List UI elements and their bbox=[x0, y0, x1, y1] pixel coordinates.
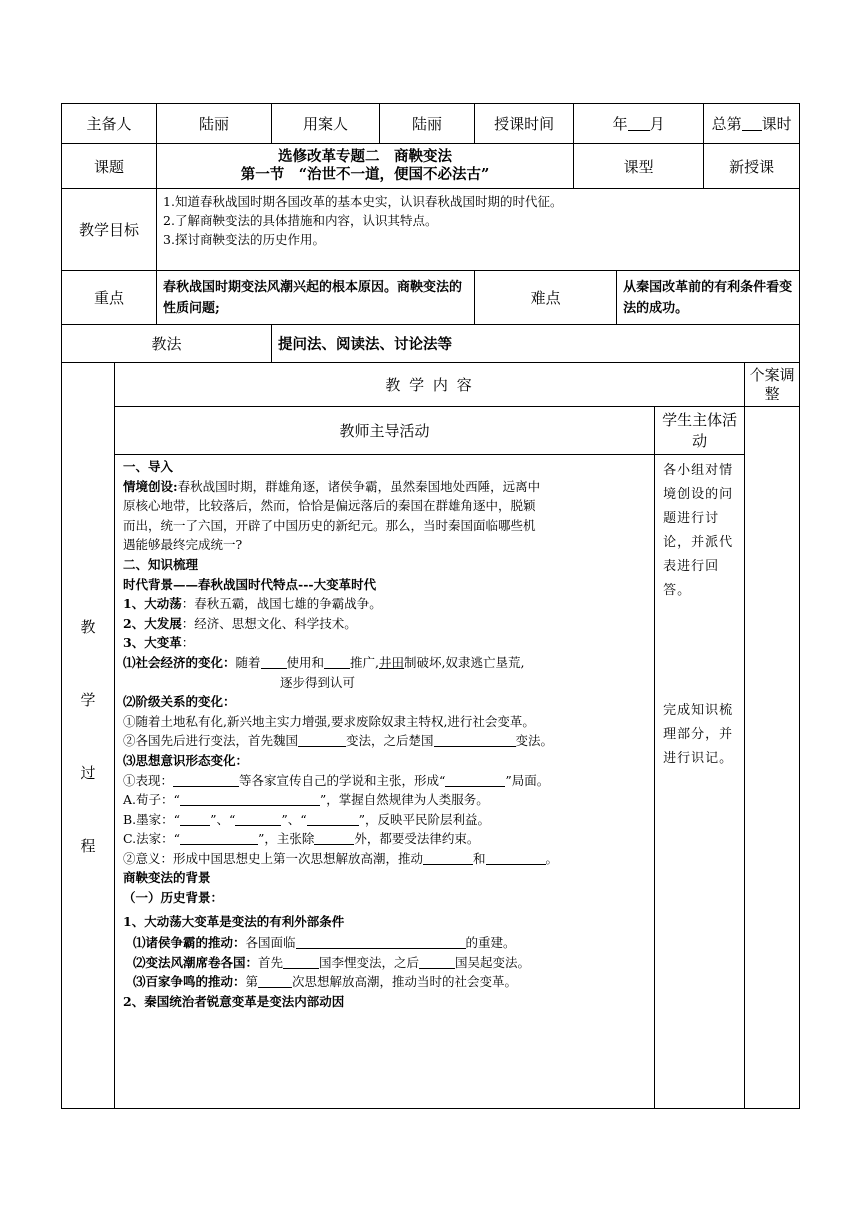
intro-label: 情境创设: bbox=[123, 478, 178, 494]
activity-header-row bbox=[62, 407, 800, 455]
intro-text: 春秋战国时期，群雄角逐，诸侯争霸，虽然秦国地处西陲，远离中 bbox=[177, 478, 541, 494]
text: B.墨家：“ bbox=[123, 811, 181, 827]
process-char: 学 bbox=[80, 690, 96, 709]
fill-blank[interactable] bbox=[307, 811, 359, 826]
intro-text: 而出，统一了六国，开辟了中国历史的新纪元。那么，当时秦国面临哪些机 bbox=[123, 517, 536, 533]
difficulty-label: 难点 bbox=[475, 271, 617, 325]
text: 首先 bbox=[258, 954, 284, 970]
section-knowledge: 二、知识梳理 bbox=[123, 556, 199, 572]
intro-text: 原核心地带，比较落后，然而，恰恰是偏远落后的秦国在群雄角逐中，脱颖 bbox=[123, 498, 536, 514]
method-text: 提问法、阅读法、讨论法等 bbox=[272, 325, 800, 363]
shang-background-title: 商鞅变法的背景 bbox=[123, 870, 211, 886]
topic-line-1: 选修改革专题二 商鞅变法 bbox=[278, 148, 453, 165]
method-row bbox=[62, 325, 800, 363]
text: 变法。 bbox=[515, 733, 554, 749]
intro-text: 遇能够最终完成统一? bbox=[123, 537, 243, 553]
text: 外，都要受法律约束。 bbox=[354, 831, 480, 847]
sub-label: ⑶思想意识形态变化： bbox=[123, 752, 249, 768]
text: ”、“ bbox=[281, 811, 307, 827]
text: 使用和 bbox=[286, 654, 325, 670]
objectives-list bbox=[157, 189, 800, 271]
topic-title bbox=[157, 144, 574, 189]
text: ”局面。 bbox=[505, 772, 550, 788]
fill-blank[interactable] bbox=[180, 830, 258, 845]
key-points-text: 春秋战国时期变法风潮兴起的根本原因。商鞅变法的性质问题; bbox=[157, 271, 475, 325]
text: 井田 bbox=[379, 654, 405, 670]
text: ②意义：形成中国思想史上第一次思想解放高潮，推动 bbox=[123, 850, 424, 866]
total-suffix: 课时 bbox=[761, 115, 792, 133]
fill-blank[interactable] bbox=[486, 850, 546, 865]
text: ”、“ bbox=[210, 811, 236, 827]
objective-item: 2.了解商鞅变法的具体措施和内容，认识其特点。 bbox=[163, 213, 438, 228]
difficulty-text: 从秦国改革前的有利条件看变法的成功。 bbox=[617, 271, 800, 325]
process-body-row bbox=[62, 455, 800, 1109]
type-label: 课型 bbox=[574, 144, 704, 189]
total-lessons-field[interactable] bbox=[704, 104, 800, 144]
month-blank[interactable] bbox=[628, 116, 650, 131]
text: 和 bbox=[473, 850, 486, 866]
text: 的重建。 bbox=[465, 935, 516, 951]
fill-blank[interactable] bbox=[296, 934, 466, 949]
fill-blank[interactable] bbox=[298, 732, 346, 747]
point-label: 3、大变革 bbox=[123, 635, 182, 651]
internal-cause: 2、秦国统治者锐意变革是变法内部动因 bbox=[123, 994, 345, 1010]
fill-blank[interactable] bbox=[283, 954, 319, 969]
author-value: 陆丽 bbox=[157, 104, 272, 144]
text: C.法家：“ bbox=[123, 831, 180, 847]
fill-blank[interactable] bbox=[261, 654, 287, 669]
point-text: ： bbox=[181, 635, 195, 651]
process-char: 教 bbox=[80, 617, 96, 636]
topic-row bbox=[62, 144, 800, 189]
date-month: 月 bbox=[649, 115, 665, 133]
sub-label: ⑴社会经济的变化： bbox=[123, 654, 236, 670]
text: 推广, bbox=[350, 654, 380, 670]
text: 逐步得到认可 bbox=[280, 674, 356, 690]
date-field[interactable] bbox=[574, 104, 704, 144]
objective-item: 3.探讨商鞅变法的历史作用。 bbox=[163, 232, 325, 247]
background-title: 时代背景——春秋战国时代特点---大变革时代 bbox=[123, 576, 377, 592]
text: ①表现： bbox=[123, 772, 174, 788]
text: 变法，之后楚国 bbox=[346, 733, 434, 749]
text: 国李悝变法，之后 bbox=[319, 954, 420, 970]
lesson-plan-sheet bbox=[61, 103, 799, 1109]
process-char: 程 bbox=[80, 836, 96, 855]
text: 次思想解放高潮，推动当时的社会变革。 bbox=[292, 974, 518, 990]
student-note: 各小组对情境创设的问题进行讨论，并派代表进行回答。 bbox=[663, 463, 734, 598]
adjust-cell[interactable] bbox=[745, 407, 800, 1109]
fill-blank[interactable] bbox=[423, 850, 473, 865]
fill-blank[interactable] bbox=[434, 732, 516, 747]
key-points-row bbox=[62, 271, 800, 325]
point-text: ：经济、思想文化、科学技术。 bbox=[181, 615, 357, 631]
author-label: 主备人 bbox=[62, 104, 157, 144]
section-intro: 一、导入 bbox=[123, 459, 174, 474]
topic-line-2: 第一节 “治世不一道，便国不必法古” bbox=[240, 166, 490, 183]
fill-blank[interactable] bbox=[180, 791, 320, 806]
time-label: 授课时间 bbox=[475, 104, 574, 144]
point-label: 1、大动荡 bbox=[123, 596, 182, 612]
total-prefix: 总第 bbox=[711, 115, 742, 133]
text: 第 bbox=[245, 974, 259, 990]
external-conditions: 1、大动荡大变革是变法的有利外部条件 bbox=[123, 913, 345, 929]
total-blank[interactable] bbox=[742, 116, 762, 131]
lesson-plan-table bbox=[61, 103, 800, 1109]
header-row bbox=[62, 104, 800, 144]
fill-blank[interactable] bbox=[314, 830, 354, 845]
fill-blank[interactable] bbox=[324, 654, 350, 669]
method-label: 教法 bbox=[62, 325, 272, 363]
fill-blank[interactable] bbox=[419, 954, 455, 969]
sub-label: ⑵变法风潮席卷各国： bbox=[133, 954, 259, 970]
sub-label: ⑵阶级关系的变化： bbox=[123, 694, 236, 710]
text: ”，掌握自然规律为人类服务。 bbox=[319, 792, 489, 808]
teacher-header: 教师主导活动 bbox=[115, 407, 655, 455]
teacher-activity bbox=[115, 455, 655, 1109]
text: A.荀子：“ bbox=[123, 792, 180, 808]
text: ②各国先后进行变法，首先魏国 bbox=[123, 733, 299, 749]
text: ”，反映平民阶层利益。 bbox=[358, 811, 491, 827]
process-header-row bbox=[62, 363, 800, 407]
text: ①随着土地私有化,新兴地主实力增强,要求废除奴隶主特权,进行社会变革。 bbox=[123, 713, 535, 729]
text: 各国面临 bbox=[245, 935, 296, 951]
fill-blank[interactable] bbox=[173, 772, 239, 787]
content-header: 教 学 内 容 bbox=[115, 363, 745, 407]
objectives-label: 教学目标 bbox=[62, 189, 157, 271]
date-year: 年 bbox=[612, 115, 628, 133]
student-header: 学生主体活动 bbox=[655, 407, 745, 455]
key-points-label: 重点 bbox=[62, 271, 157, 325]
topic-label: 课题 bbox=[62, 144, 157, 189]
sub-label: ⑶百家争鸣的推动： bbox=[133, 974, 246, 990]
point-text: ：春秋五霸，战国七雄的争霸战争。 bbox=[181, 596, 382, 612]
fill-blank[interactable] bbox=[235, 811, 281, 826]
text: ”，主张除 bbox=[257, 831, 315, 847]
fill-blank[interactable] bbox=[258, 973, 292, 988]
point-label: 2、大发展 bbox=[123, 615, 182, 631]
process-char: 过 bbox=[80, 763, 96, 782]
fill-blank[interactable] bbox=[180, 811, 210, 826]
objectives-row bbox=[62, 189, 800, 271]
text: 等各家宣传自己的学说和主张，形成“ bbox=[239, 772, 446, 788]
text: 国吴起变法。 bbox=[455, 954, 531, 970]
text: 。 bbox=[545, 850, 559, 866]
student-note: 完成知识梳理部分，并进行识记。 bbox=[663, 703, 734, 766]
user-value: 陆丽 bbox=[380, 104, 475, 144]
student-activity bbox=[655, 455, 745, 1109]
text: 制破坏,奴隶逃亡垦荒, bbox=[404, 654, 525, 670]
user-label: 用案人 bbox=[272, 104, 380, 144]
adjust-header: 个案调整 bbox=[745, 363, 800, 407]
historical-background: （一）历史背景： bbox=[123, 890, 224, 906]
fill-blank[interactable] bbox=[445, 772, 505, 787]
type-value: 新授课 bbox=[704, 144, 800, 189]
sub-label: ⑴诸侯争霸的推动： bbox=[133, 935, 246, 951]
text: 随着 bbox=[235, 654, 261, 670]
process-label bbox=[62, 363, 115, 1109]
objective-item: 1.知道春秋战国时期各国改革的基本史实，认识春秋战国时期的时代征。 bbox=[163, 194, 563, 209]
